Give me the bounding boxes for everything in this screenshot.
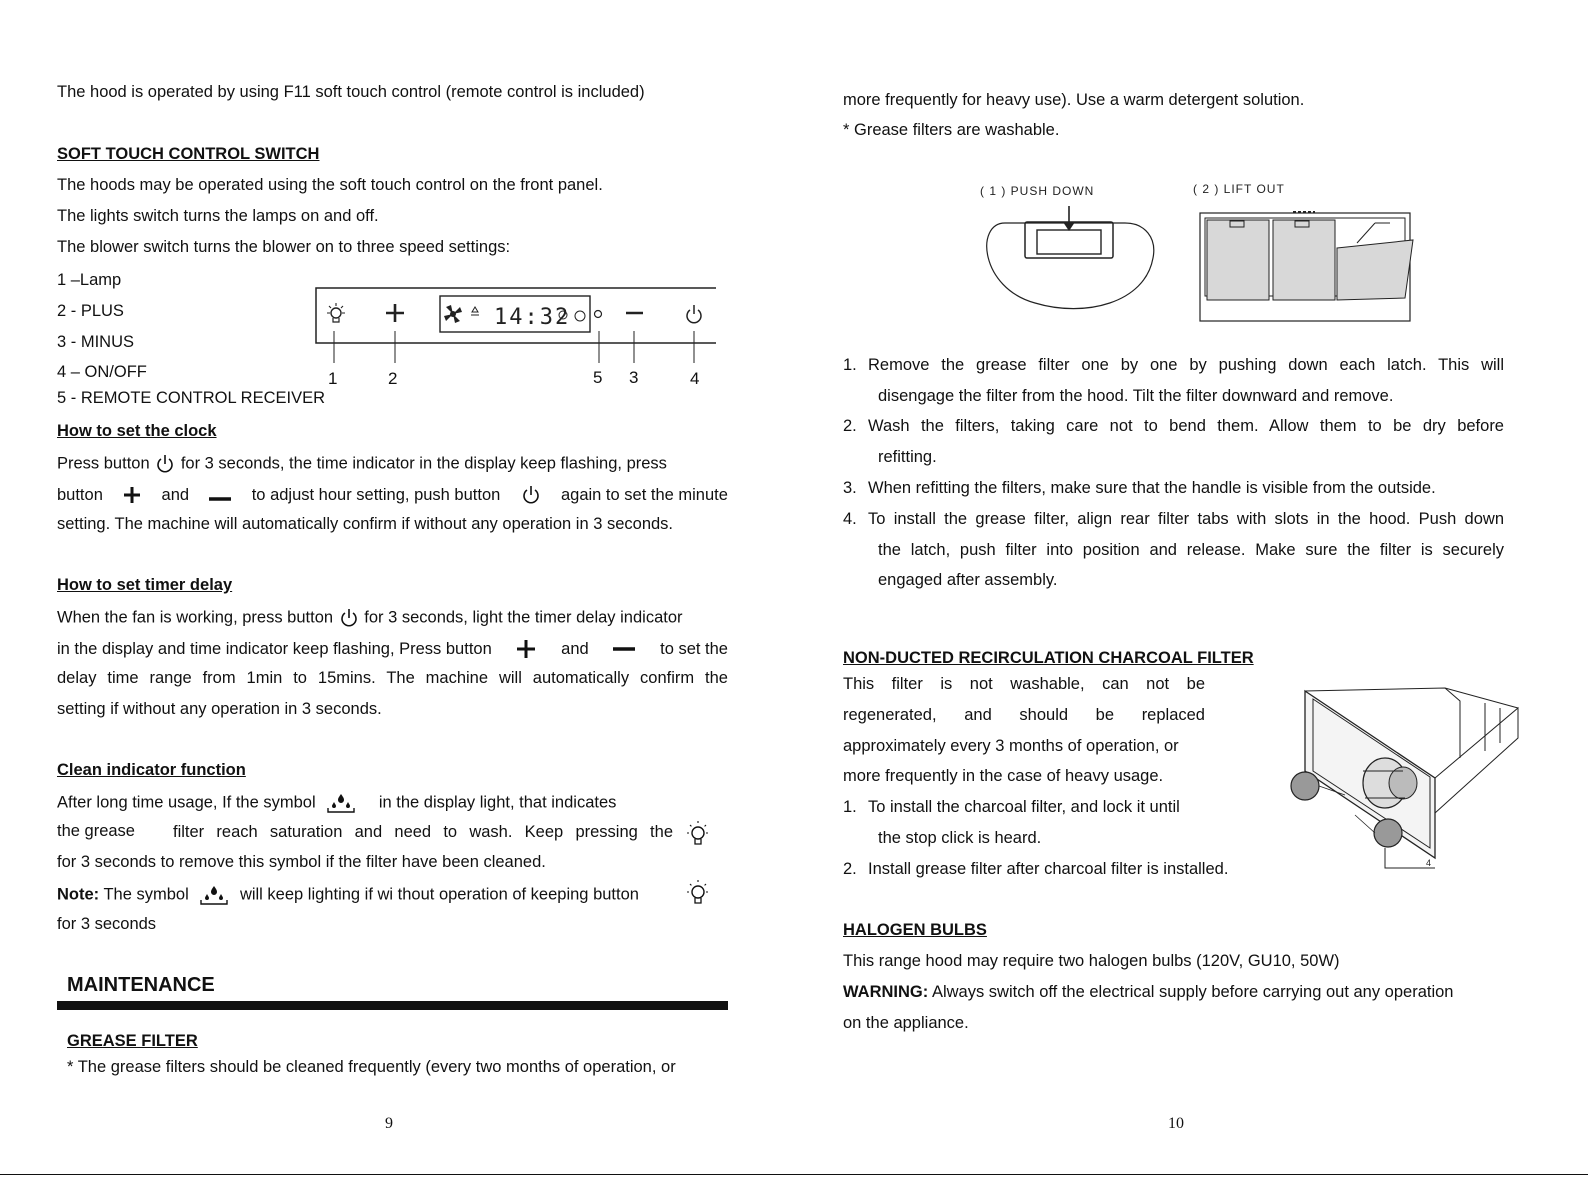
plus-icon	[515, 638, 537, 660]
timer-line-4: setting if without any operation in 3 seconds.	[57, 700, 382, 718]
halogen-line: This range hood may require two halogen bulbs (120V, GU10, 50W)	[843, 952, 1340, 970]
step-number: 1.	[843, 356, 857, 374]
plus-icon	[386, 304, 404, 322]
lamp-icon	[684, 879, 712, 907]
clock-text: to adjust hour setting, push button	[251, 485, 501, 504]
step-text: the latch, push filter into position and release. Make sure the filter is securely	[878, 541, 1504, 559]
clean-text: will keep lighting if wi thout operation of keeping button	[239, 885, 639, 904]
callout-number: 2	[388, 369, 398, 388]
clean-heading: Clean indicator function	[57, 761, 246, 779]
legend-item: 2 - PLUS	[57, 302, 124, 320]
power-icon	[154, 453, 176, 475]
continued-text: more frequently for heavy use). Use a warm detergent solution.	[843, 91, 1305, 109]
clock-line-2	[57, 484, 728, 506]
step-number: 2.	[843, 860, 857, 878]
legend-item: 4 – ON/OFF	[57, 363, 147, 381]
clean-note	[57, 884, 639, 906]
grease-drop-icon	[199, 884, 229, 906]
power-icon	[338, 607, 360, 629]
maintenance-heading: MAINTENANCE	[67, 974, 215, 996]
timer-text: and	[561, 639, 589, 658]
grease-drop-icon	[471, 307, 479, 315]
control-panel-diagram	[310, 283, 722, 393]
clock-text: and	[161, 485, 190, 504]
grease-filter-line: * The grease filters should be cleaned frequently (every two months of operation, or	[67, 1058, 676, 1076]
power-icon	[520, 484, 542, 506]
step-text: Remove the grease filter one by one by pushing down each latch. This will	[868, 356, 1504, 374]
figure-label: 4	[1426, 858, 1432, 868]
maintenance-divider	[57, 1001, 728, 1010]
timer-text: When the fan is working, press button	[57, 608, 334, 627]
bottom-edge-line	[0, 1174, 1588, 1175]
page-number: 9	[385, 1115, 393, 1132]
clock-line-3: setting. The machine will automatically confirm if without any operation in 3 seconds.	[57, 515, 674, 533]
soft-touch-heading: SOFT TOUCH CONTROL SWITCH	[57, 145, 320, 163]
figure-label: ( 2 ) LIFT OUT	[1193, 182, 1285, 196]
soft-touch-line: The blower switch turns the blower on to three speed settings:	[57, 238, 511, 256]
figure-label: ( 1 ) PUSH DOWN	[980, 184, 1095, 198]
grease-drop-icon	[326, 792, 356, 814]
warning-text: Always switch off the electrical supply before carrying out any operation	[931, 983, 1454, 1001]
charcoal-line: approximately every 3 months of operation, or	[843, 737, 1179, 755]
filter-lift-out-illustration	[1200, 212, 1413, 321]
timer-line-3: delay time range from 1min to 15mins. The machine will automatically confirm the	[57, 669, 728, 687]
timer-heading: How to set timer delay	[57, 576, 233, 594]
charcoal-line: regenerated, and should be replaced	[843, 706, 1205, 724]
callout-number: 1	[328, 369, 338, 388]
timer-text: for 3 seconds, light the timer delay indicator	[364, 608, 683, 627]
charcoal-line: more frequently in the case of heavy usage.	[843, 767, 1164, 785]
step-text: disengage the filter from the hood. Tilt the filter downward and remove.	[878, 387, 1394, 405]
warning-line	[843, 983, 1453, 1002]
intro-text: The hood is operated by using F11 soft touch control (remote control is included)	[57, 83, 645, 101]
halogen-heading: HALOGEN BULBS	[843, 921, 987, 939]
charcoal-line: This filter is not washable, can not be	[843, 675, 1205, 693]
remote-receiver-icon	[595, 311, 602, 318]
clock-text: button	[57, 485, 103, 504]
step-number: 1.	[843, 798, 857, 816]
note-label: Note:	[57, 885, 100, 904]
timer-line-1	[57, 607, 683, 629]
step-text: When refitting the filters, make sure that the handle is visible from the outside.	[868, 479, 1436, 497]
timer-text: in the display and time indicator keep flashing, Press button	[57, 639, 492, 658]
clean-line-1	[57, 792, 616, 814]
minus-icon	[208, 485, 232, 505]
clean-line-3: for 3 seconds to remove this symbol if the filter have been cleaned.	[57, 853, 546, 871]
legend-item: 1 –Lamp	[57, 271, 122, 289]
clock-text: Press button	[57, 454, 150, 473]
charcoal-step: the stop click is heard.	[878, 829, 1042, 847]
step-number: 3.	[843, 479, 857, 497]
soft-touch-line: The hoods may be operated using the soft touch control on the front panel.	[57, 176, 603, 194]
clean-line-5: for 3 seconds	[57, 915, 157, 933]
step-number: 2.	[843, 417, 857, 435]
clean-line-2a: the grease	[57, 822, 135, 840]
clock-heading: How to set the clock	[57, 422, 217, 440]
clock-line-1	[57, 453, 667, 475]
charcoal-step: To install the charcoal filter, and lock it until	[868, 798, 1180, 816]
grease-filter-removal-figure	[975, 178, 1425, 328]
clean-text: The symbol	[103, 885, 189, 904]
step-number: 4.	[843, 510, 857, 528]
clock-indicator-icon	[575, 311, 585, 321]
timer-text: to set the	[660, 639, 728, 658]
power-icon	[687, 305, 701, 323]
step-text: Wash the filters, taking care not to bend them. Allow them to be dry before	[868, 417, 1504, 435]
plus-icon	[122, 485, 142, 505]
warning-line: on the appliance.	[843, 1014, 969, 1032]
latch-push-illustration	[987, 206, 1154, 309]
continued-text: * Grease filters are washable.	[843, 121, 1060, 139]
lamp-icon	[684, 820, 712, 848]
clean-text: After long time usage, If the symbol	[57, 793, 316, 812]
fan-icon	[444, 305, 462, 323]
charcoal-step: Install grease filter after charcoal filter is installed.	[868, 860, 1229, 878]
charcoal-heading: NON-DUCTED RECIRCULATION CHARCOAL FILTER	[843, 649, 1254, 667]
soft-touch-line: The lights switch turns the lamps on and off.	[57, 207, 379, 225]
display-time: 14:32	[494, 305, 571, 330]
clean-text: in the display light, that indicates	[378, 793, 617, 812]
clock-text: again to set the minute	[560, 485, 728, 504]
clean-line-2b: filter reach saturation and need to wash. Keep pressing the	[173, 823, 673, 841]
step-text: refitting.	[878, 448, 937, 466]
minus-icon	[612, 639, 636, 659]
callout-number: 4	[690, 369, 700, 388]
grease-filter-heading: GREASE FILTER	[67, 1032, 198, 1050]
callout-number: 3	[629, 368, 639, 387]
charcoal-filter-figure	[1285, 683, 1525, 878]
timer-line-2	[57, 638, 728, 660]
callout-number: 5	[593, 368, 603, 387]
page-number: 10	[1168, 1115, 1184, 1132]
lamp-icon	[327, 303, 345, 322]
legend-item: 3 - MINUS	[57, 333, 135, 351]
legend-item: 5 - REMOTE CONTROL RECEIVER	[57, 389, 326, 407]
warning-label: WARNING:	[843, 983, 929, 1001]
clock-text: for 3 seconds, the time indicator in the display keep flashing, press	[180, 454, 667, 473]
step-text: engaged after assembly.	[878, 571, 1058, 589]
step-text: To install the grease filter, align rear filter tabs with slots in the hood. Push down	[868, 510, 1504, 528]
